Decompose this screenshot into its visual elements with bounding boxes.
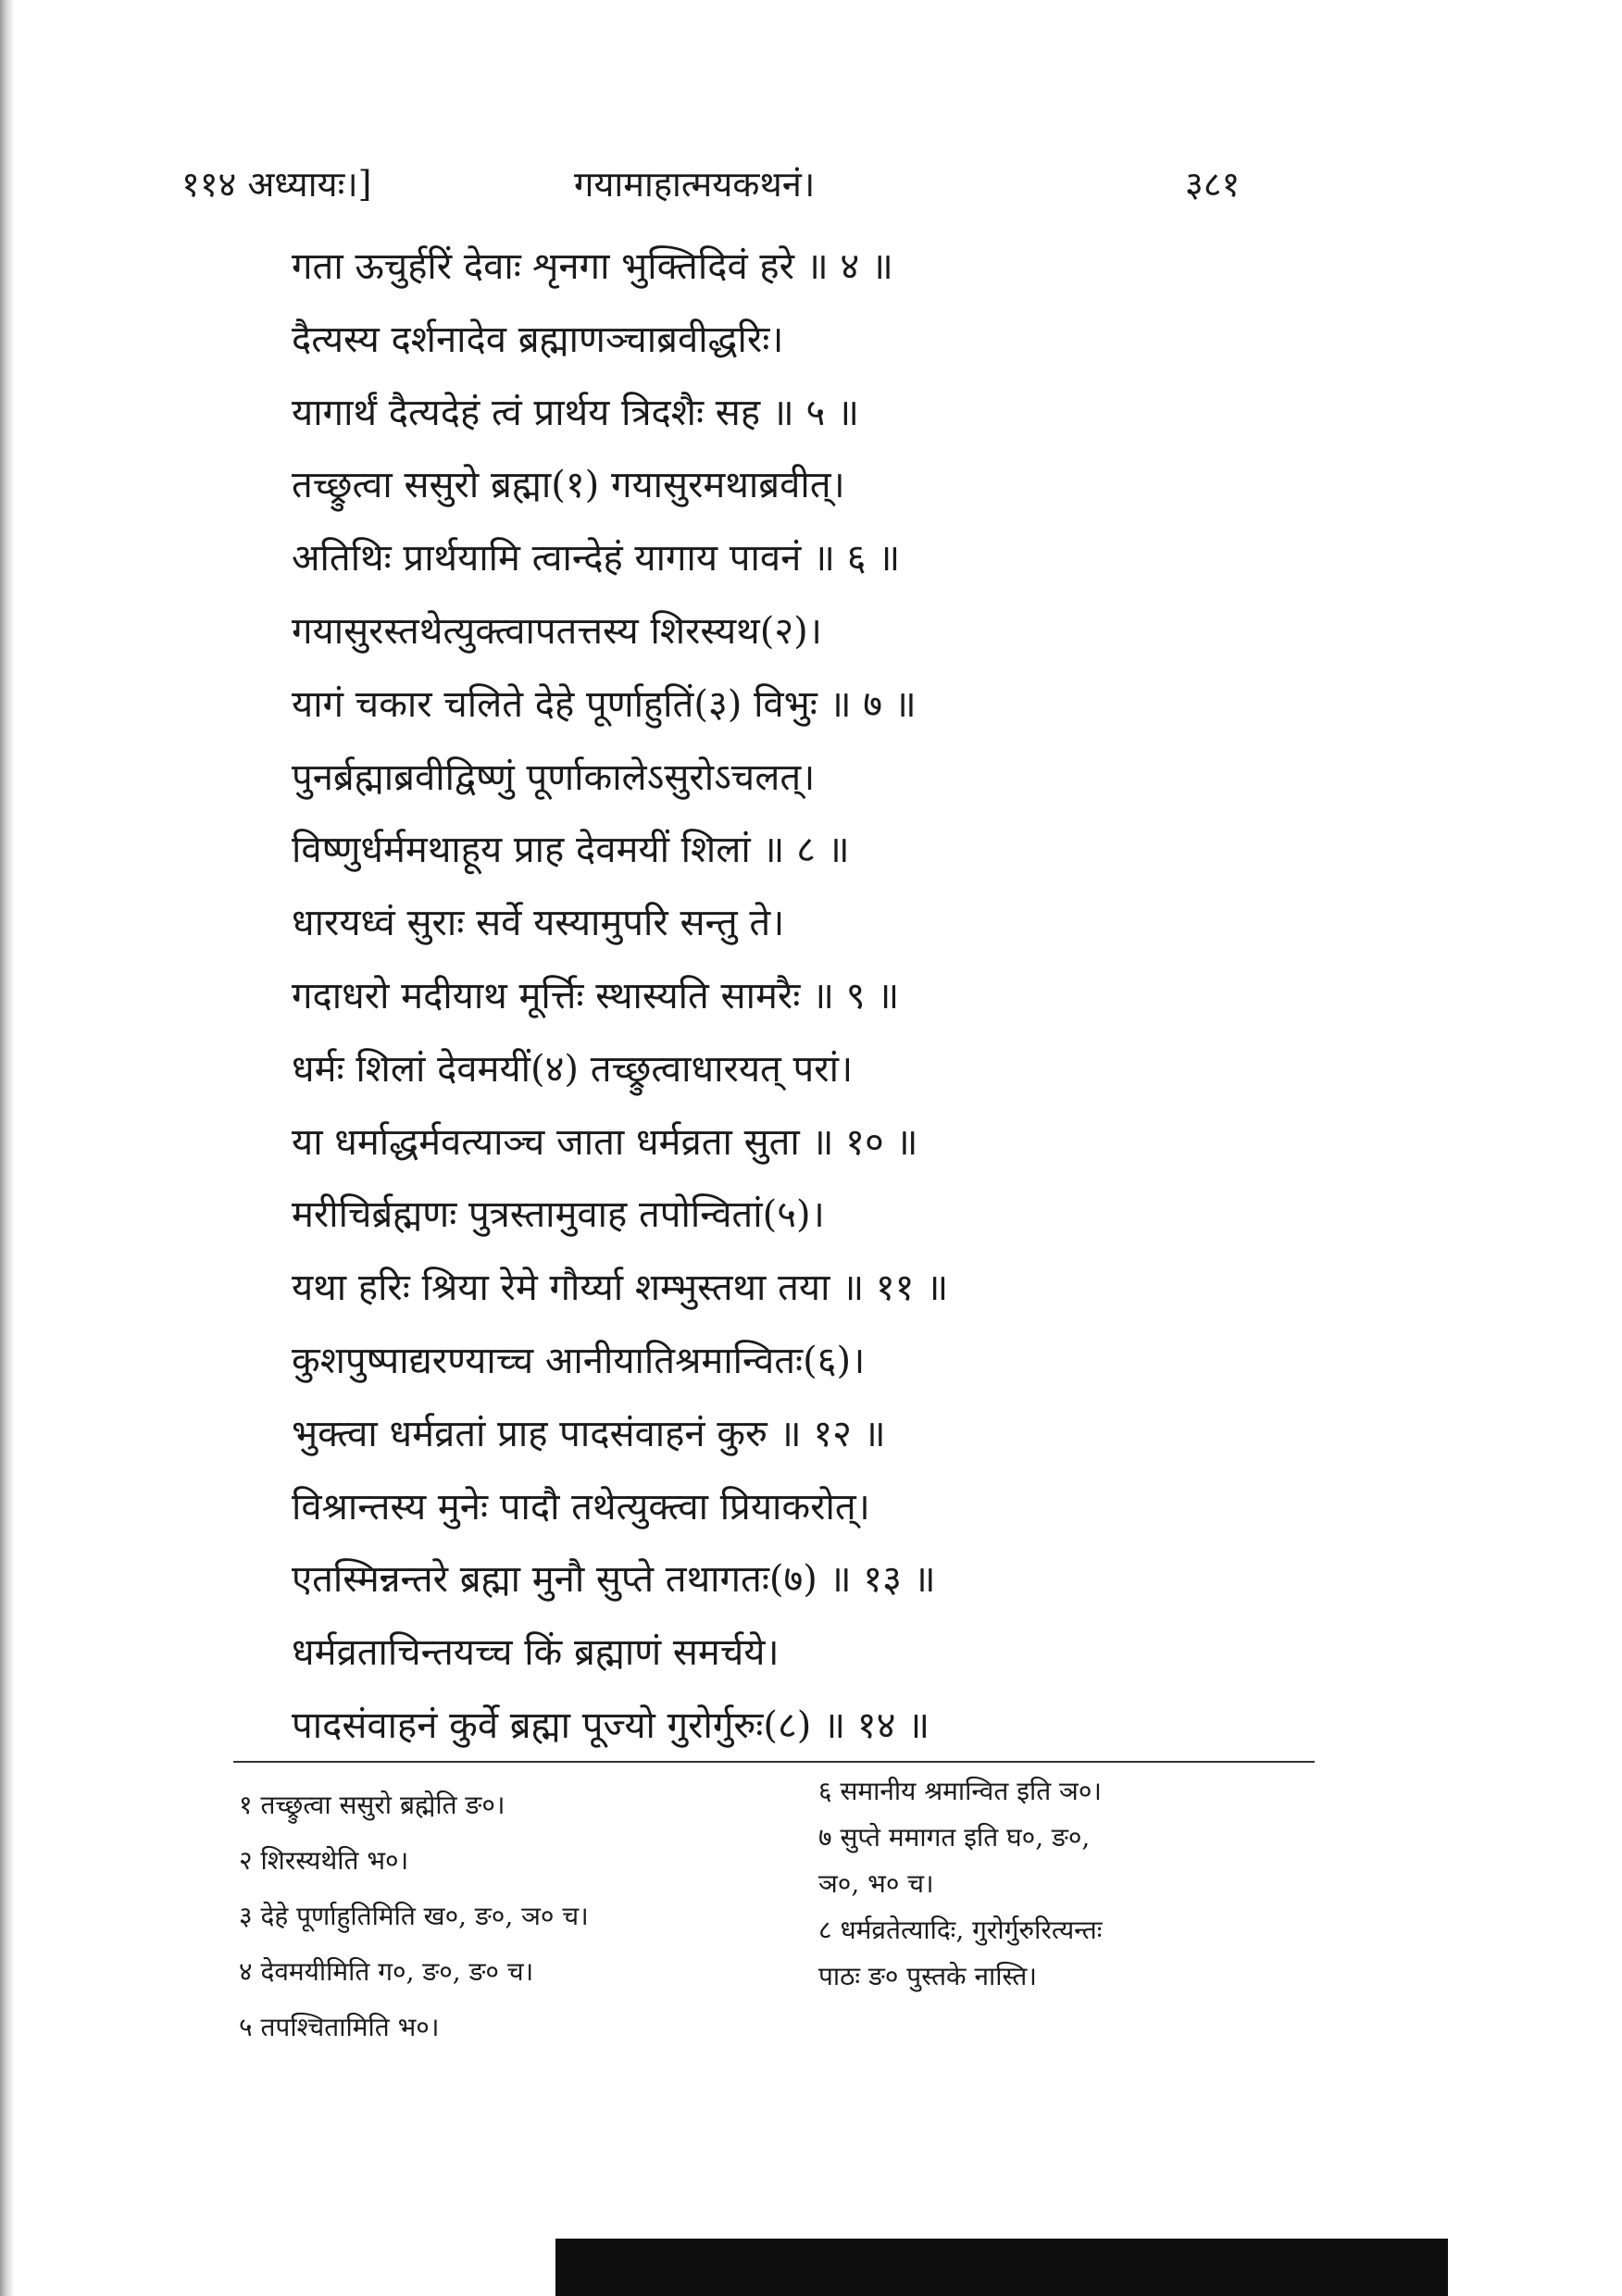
verse-line: गयासुरस्तथेत्युक्त्वापतत्तस्य शिरस्यथ(२)। [292, 609, 822, 653]
footnote: ५ तपश्चितामिति भ०। [239, 2012, 440, 2042]
verse-line: यथा हरिः श्रिया रेमे गौर्य्या शम्भुस्तथा तया ॥ ११ ॥ [292, 1267, 949, 1310]
footnote: ७ सुप्ते ममागत इति घ०, ङ०, [818, 1822, 1091, 1853]
verse-line: दैत्यस्य दर्शनादेव ब्रह्माणञ्चाब्रवीद्धरिः। [292, 318, 784, 361]
footnotes-left-column [239, 1791, 794, 2069]
chapter-label: ११४ अध्यायः।] [181, 164, 372, 205]
verse-line: गदाधरो मदीयाथ मूर्त्तिः स्थास्यति सामरैः ॥ ९ ॥ [292, 974, 900, 1017]
running-header [0, 159, 1622, 215]
verse-line: भुक्त्वा धर्मव्रतां प्राह पादसंवाहनं कुरु ॥ १२ ॥ [292, 1412, 886, 1455]
footnote-continuation: पाठः ङ० पुस्तके नास्ति। [818, 1961, 1037, 1991]
verse-line: विश्रान्तस्य मुनेः पादौ तथेत्युक्त्वा प्रियाकरोत्। [292, 1485, 870, 1529]
footnote: ६ समानीय श्रमान्वित इति ञ०। [818, 1776, 1102, 1806]
footnote: २ शिरस्यथेति भ०। [239, 1845, 409, 1876]
footnote-divider [233, 1761, 1315, 1763]
verse-line: धारयध्वं सुराः सर्वे यस्यामुपरि सन्तु ते। [292, 902, 785, 945]
verse-line: धर्मव्रताचिन्तयच्च किं ब्रह्माणं समर्चये। [292, 1631, 780, 1675]
verse-line: पुनर्ब्रह्माब्रवीद्विष्णुं पूर्णाकालेऽसुरोऽचलत्। [292, 755, 816, 799]
verse-line: तच्छ्रुत्वा ससुरो ब्रह्मा(१) गयासुरमथाब्रवीत्। [292, 464, 845, 507]
verse-line: यागं चकार चलिते देहे पूर्णाहुतिं(३) विभुः ॥ ७ ॥ [292, 682, 917, 726]
verse-line: यागार्थं दैत्यदेहं त्वं प्रार्थय त्रिदशैः सह ॥ ५ ॥ [292, 391, 859, 434]
footnote: ८ धर्मव्रतेत्यादिः, गुरोर्गुरुरित्यन्तः [818, 1915, 1103, 1945]
footnote-continuation: ञ०, भ० च। [818, 1868, 934, 1899]
footnote: १ तच्छ्रुत्वा ससुरो ब्रह्मेति ङ०। [239, 1790, 505, 1820]
verse-line: पादसंवाहनं कुर्वे ब्रह्मा पूज्यो गुरोर्गुरुः(८) ॥ १४ ॥ [292, 1703, 930, 1747]
scan-edge-bar [555, 2239, 1448, 2296]
footnote: ३ देहे पूर्णाहुतिमिति ख०, ङ०, ञ० च। [239, 1901, 589, 1931]
page-edge-shadow [0, 0, 13, 2296]
verse-line: अतिथिः प्रार्थयामि त्वान्देहं यागाय पावनं ॥ ६ ॥ [292, 537, 901, 580]
verse-body [292, 245, 1347, 1780]
footnote: ४ देवमयीमिति ग०, ङ०, ङ० च। [239, 1956, 534, 1987]
footnotes-right-column [818, 1778, 1337, 2009]
verse-line: विष्णुर्धर्ममथाहूय प्राह देवमयीं शिलां ॥ ८ ॥ [292, 829, 850, 872]
verse-line: एतस्मिन्नन्तरे ब्रह्मा मुनौ सुप्ते तथागतः(७) ॥ १३ ॥ [292, 1558, 936, 1602]
verse-line: गता ऊचुर्हरिं देवाः शृनगा भुक्तिदिवं हरे ॥ ४ ॥ [292, 245, 893, 288]
verse-line: या धर्माद्धर्मवत्याञ्च जाता धर्मव्रता सुता ॥ १० ॥ [292, 1120, 918, 1164]
verse-line: धर्मः शिलां देवमयीं(४) तच्छ्रुत्वाधारयत् परां। [292, 1047, 854, 1091]
page-number: ३८१ [1185, 164, 1241, 205]
section-title: गयामाहात्मयकथनं। [574, 164, 816, 205]
verse-line: कुशपुष्पाद्यरण्याच्च आनीयातिश्रमान्वितः(६)। [292, 1339, 866, 1382]
verse-line: मरीचिर्ब्रह्मणः पुत्रस्तामुवाह तपोन्वितां(५)। [292, 1193, 825, 1237]
